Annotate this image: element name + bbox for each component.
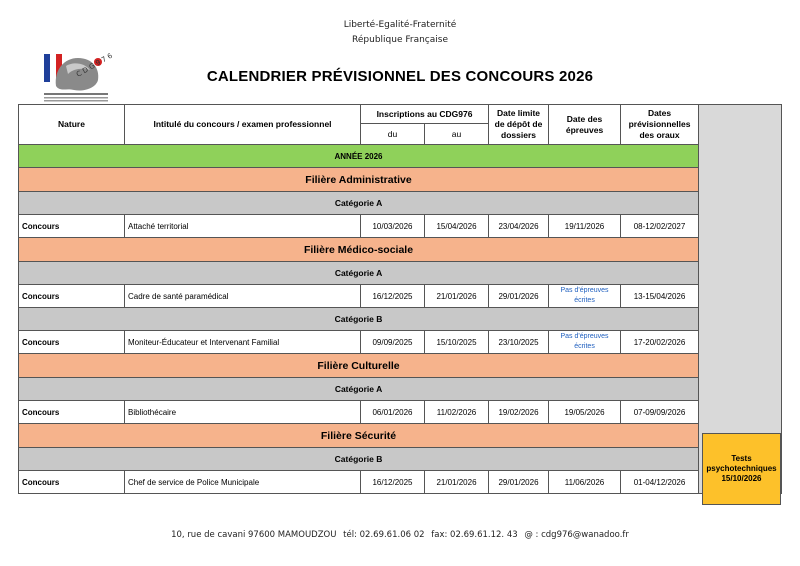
col-inscriptions: Inscriptions au CDG976 (361, 105, 489, 124)
filiere-row (19, 168, 782, 192)
footer-address: 10, rue de cavani 97600 MAMOUDZOU (171, 530, 337, 540)
republic: République Française (352, 35, 448, 45)
categorie-row (19, 192, 782, 215)
cell-intitule: Bibliothécaire (125, 401, 361, 424)
cell-oraux: 07-09/09/2026 (621, 401, 699, 424)
year-row (19, 145, 782, 168)
svg-text:C D G 9 7 6: C D G 9 7 6 (75, 51, 114, 79)
cell-intitule: Cadre de santé paramédical (125, 285, 361, 308)
cell-depot: 19/02/2026 (489, 401, 549, 424)
calendar-table-wrap (18, 104, 781, 494)
col-oraux: Dates prévisionnelles des oraux (621, 105, 699, 145)
filiere-row (19, 238, 782, 262)
footer-email: @ : cdg976@wanadoo.fr (524, 530, 629, 540)
cell-nature: Concours (19, 471, 125, 494)
table-row (19, 471, 782, 494)
table-row (19, 401, 782, 424)
table-row (19, 285, 782, 308)
categorie-label: Catégorie A (19, 378, 699, 401)
cell-epreuves: 19/11/2026 (549, 215, 621, 238)
side-note-text: Tests psychotechniques 15/10/2026 (706, 454, 777, 483)
header-row (19, 105, 782, 124)
categorie-label: Catégorie A (19, 192, 699, 215)
categorie-row (19, 448, 782, 471)
filiere-row (19, 354, 782, 378)
categorie-label: Catégorie B (19, 308, 699, 331)
cell-depot: 23/10/2025 (489, 331, 549, 354)
filiere-row (19, 424, 782, 448)
cell-epreuves: Pas d'épreuves écrites (549, 285, 621, 308)
cell-intitule: Attaché territorial (125, 215, 361, 238)
table-row (19, 215, 782, 238)
motto: Liberté-Egalité-Fraternité (343, 20, 457, 30)
header-top (0, 18, 800, 48)
cell-oraux: 01-04/12/2026 (621, 471, 699, 494)
cell-au: 11/02/2026 (425, 401, 489, 424)
cell-au: 21/01/2026 (425, 471, 489, 494)
cell-epreuves: Pas d'épreuves écrites (549, 331, 621, 354)
footer-fax: fax: 02.69.61.12. 43 (431, 530, 518, 540)
cdg976-logo (44, 51, 114, 102)
cell-oraux: 17-20/02/2026 (621, 331, 699, 354)
page-title: CALENDRIER PRÉVISIONNEL DES CONCOURS 2026 (206, 68, 594, 85)
cell-du: 16/12/2025 (361, 471, 425, 494)
categorie-label: Catégorie A (19, 262, 699, 285)
cell-oraux: 13-15/04/2026 (621, 285, 699, 308)
cell-au: 15/10/2025 (425, 331, 489, 354)
filiere-label: Filière Sécurité (19, 424, 699, 448)
side-note (702, 433, 781, 505)
footer (0, 530, 800, 540)
cell-du: 06/01/2026 (361, 401, 425, 424)
categorie-row (19, 262, 782, 285)
filiere-label: Filière Culturelle (19, 354, 699, 378)
cell-epreuves: 11/06/2026 (549, 471, 621, 494)
table-row (19, 331, 782, 354)
cell-nature: Concours (19, 401, 125, 424)
categorie-row (19, 378, 782, 401)
col-intitule: Intitulé du concours / examen professionnel (125, 105, 361, 145)
col-au: au (425, 124, 489, 145)
cell-epreuves: 19/05/2026 (549, 401, 621, 424)
filiere-label: Filière Administrative (19, 168, 699, 192)
cell-depot: 23/04/2026 (489, 215, 549, 238)
cell-intitule: Chef de service de Police Municipale (125, 471, 361, 494)
col-du: du (361, 124, 425, 145)
cell-intitule: Moniteur-Éducateur et Intervenant Familial (125, 331, 361, 354)
cell-nature: Concours (19, 285, 125, 308)
categorie-row (19, 308, 782, 331)
cell-oraux: 08-12/02/2027 (621, 215, 699, 238)
cell-du: 09/09/2025 (361, 331, 425, 354)
cell-depot: 29/01/2026 (489, 471, 549, 494)
year-label: ANNÉE 2026 (19, 145, 699, 168)
cell-nature: Concours (19, 331, 125, 354)
cell-au: 21/01/2026 (425, 285, 489, 308)
footer-tel: tél: 02.69.61.06 02 (343, 530, 425, 540)
col-nature: Nature (19, 105, 125, 145)
col-epreuves: Date des épreuves (549, 105, 621, 145)
cell-au: 15/04/2026 (425, 215, 489, 238)
cell-nature: Concours (19, 215, 125, 238)
categorie-label: Catégorie B (19, 448, 699, 471)
col-depot: Date limite de dépôt de dossiers (489, 105, 549, 145)
filiere-label: Filière Médico-sociale (19, 238, 699, 262)
cell-du: 10/03/2026 (361, 215, 425, 238)
cell-depot: 29/01/2026 (489, 285, 549, 308)
cell-du: 16/12/2025 (361, 285, 425, 308)
calendar-table (18, 104, 782, 494)
